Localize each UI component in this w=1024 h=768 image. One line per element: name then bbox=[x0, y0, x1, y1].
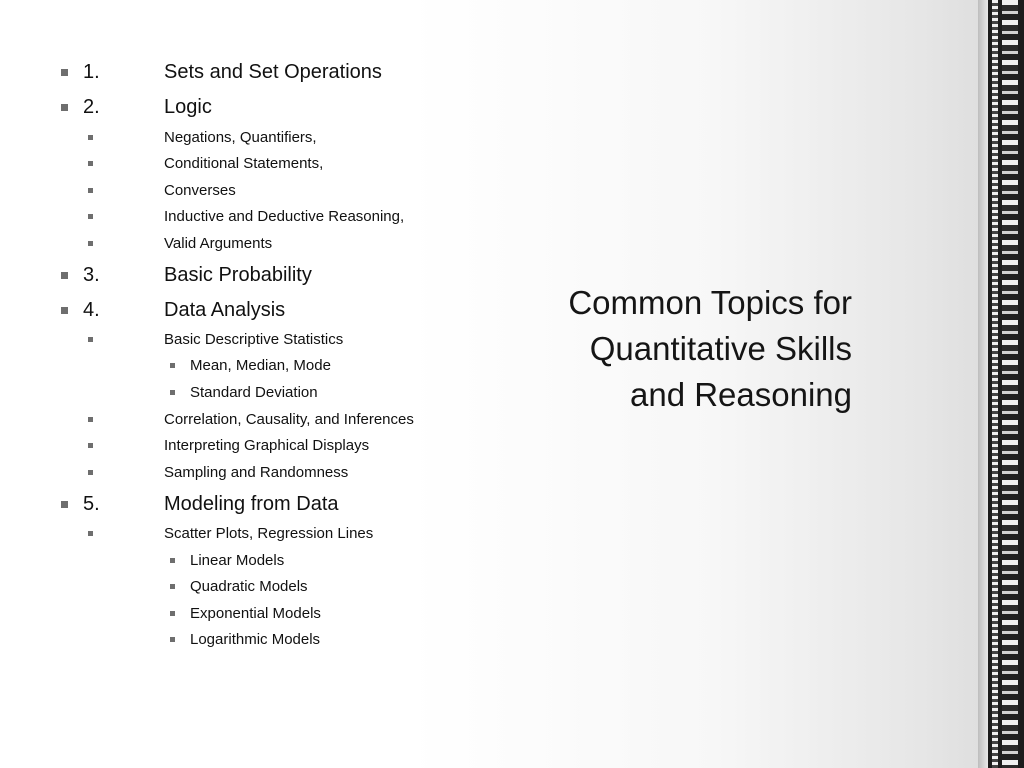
subtopic-label: Converses bbox=[164, 181, 236, 199]
sub-subtopic-label: Quadratic Models bbox=[190, 577, 308, 595]
sub-subtopic-label: Mean, Median, Mode bbox=[190, 356, 331, 374]
square-bullet-icon bbox=[88, 241, 93, 246]
sub-subtopic-label: Linear Models bbox=[190, 551, 285, 569]
square-bullet-icon bbox=[61, 272, 68, 279]
topic-number: 3. bbox=[83, 263, 100, 286]
subtopic-label: Negations, Quantifiers, bbox=[164, 128, 317, 146]
subtopic-label: Scatter Plots, Regression Lines bbox=[164, 524, 374, 542]
square-bullet-icon bbox=[170, 363, 175, 368]
subtopic-label: Basic Descriptive Statistics bbox=[164, 330, 344, 348]
sub-subtopic-label: Logarithmic Models bbox=[190, 630, 321, 648]
square-bullet-icon bbox=[170, 558, 175, 563]
square-bullet-icon bbox=[61, 307, 68, 314]
topic-number: 1. bbox=[83, 60, 100, 83]
square-bullet-icon bbox=[170, 637, 175, 642]
square-bullet-icon bbox=[88, 188, 93, 193]
topic-label: Data Analysis bbox=[164, 298, 286, 321]
subtopic-label: Valid Arguments bbox=[164, 234, 273, 252]
square-bullet-icon bbox=[88, 135, 93, 140]
slide-title: Common Topics for Quantitative Skills and Reasoning bbox=[568, 284, 852, 413]
subtopic-label: Correlation, Causality, and Inferences bbox=[164, 410, 414, 428]
square-bullet-icon bbox=[61, 69, 68, 76]
square-bullet-icon bbox=[61, 501, 68, 508]
subtopic-label: Conditional Statements, bbox=[164, 154, 324, 172]
topic-label: Basic Probability bbox=[164, 263, 312, 286]
topic-number: 5. bbox=[83, 492, 100, 515]
topic-label: Sets and Set Operations bbox=[164, 60, 382, 83]
square-bullet-icon bbox=[61, 104, 68, 111]
border-stripe bbox=[992, 0, 998, 768]
square-bullet-icon bbox=[170, 584, 175, 589]
sub-subtopic-label: Standard Deviation bbox=[190, 383, 318, 401]
topic-number: 2. bbox=[83, 95, 100, 118]
decorative-border bbox=[978, 0, 1024, 768]
square-bullet-icon bbox=[88, 470, 93, 475]
topic-label: Logic bbox=[164, 95, 212, 118]
square-bullet-icon bbox=[88, 214, 93, 219]
subtopic-label: Sampling and Randomness bbox=[164, 463, 349, 481]
square-bullet-icon bbox=[170, 611, 175, 616]
subtopic-label: Interpreting Graphical Displays bbox=[164, 436, 370, 454]
square-bullet-icon bbox=[88, 531, 93, 536]
square-bullet-icon bbox=[170, 390, 175, 395]
square-bullet-icon bbox=[88, 443, 93, 448]
sub-subtopic-label: Exponential Models bbox=[190, 604, 321, 622]
square-bullet-icon bbox=[88, 417, 93, 422]
border-stripe bbox=[1002, 0, 1018, 768]
topic-label: Modeling from Data bbox=[164, 492, 339, 515]
square-bullet-icon bbox=[88, 337, 93, 342]
border-shade bbox=[978, 0, 988, 768]
square-bullet-icon bbox=[88, 161, 93, 166]
subtopic-label: Inductive and Deductive Reasoning, bbox=[164, 207, 405, 225]
topic-number: 4. bbox=[83, 298, 100, 321]
